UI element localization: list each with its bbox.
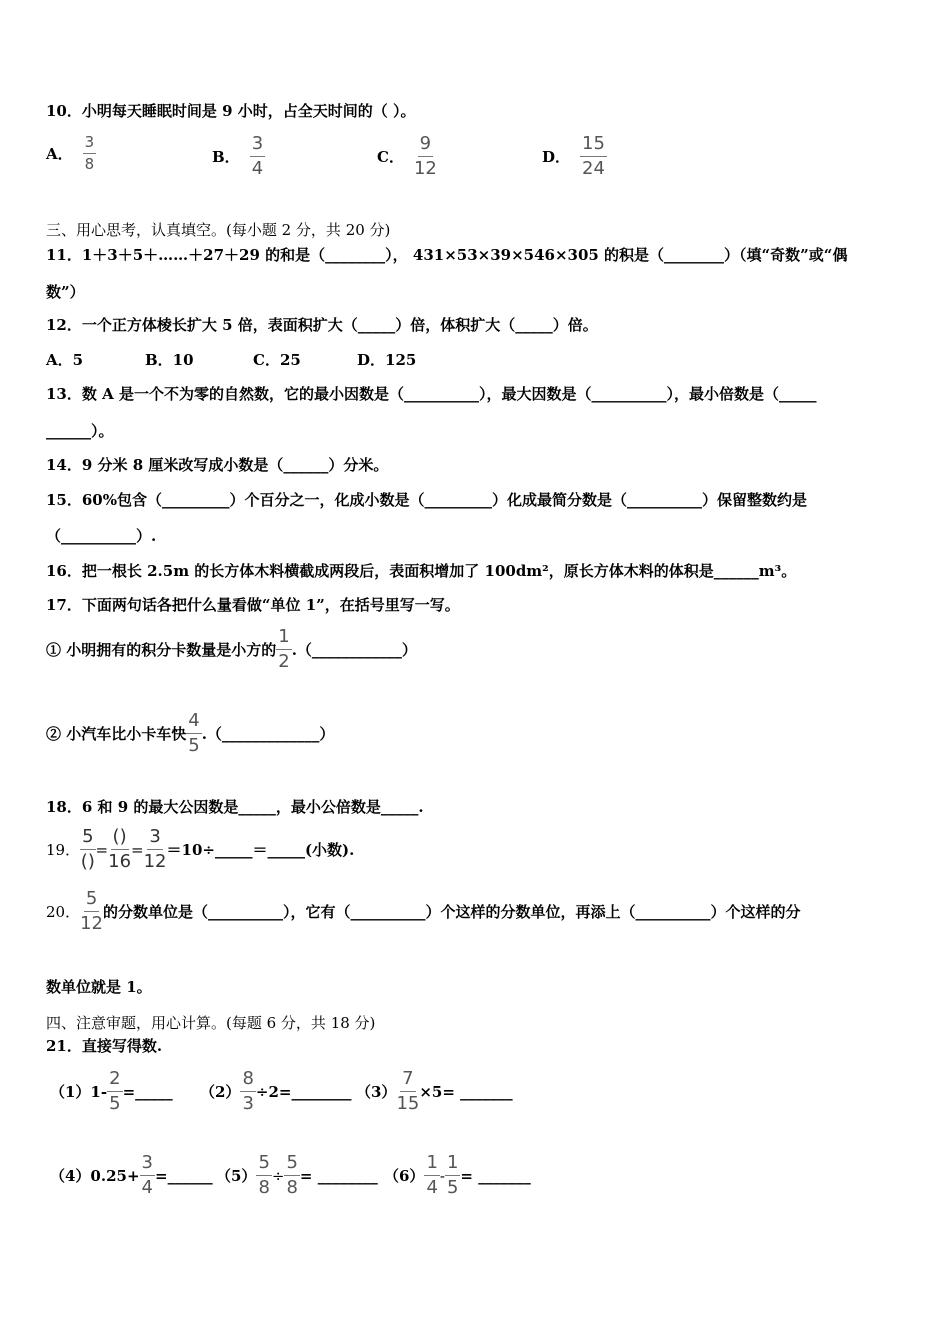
part-blank: = _______ <box>460 1166 531 1185</box>
fraction: $\frac{2}{5}$ <box>109 1068 121 1114</box>
fraction: $\frac{5}{8}$ <box>258 1152 270 1198</box>
q21-stem: 21．直接写得数. <box>46 1037 163 1055</box>
q19-tail: ＝10÷_____＝_____(小数). <box>166 841 355 859</box>
section-3-heading: 三、用心思考，认真填空。(每小题 2 分，共 20 分) <box>46 221 391 239</box>
fraction: $\frac{()}{16}$ <box>108 826 132 872</box>
sentence-blank: .（____________） <box>291 641 417 659</box>
part-label: （3） <box>356 1083 397 1101</box>
q20-line1 <box>46 890 801 933</box>
fraction: $\frac{5}{8}$ <box>286 1152 298 1198</box>
q12-option-d: D．125 <box>357 351 417 369</box>
part-label: （6） <box>384 1167 425 1185</box>
fraction: $\frac{3}{8}$ <box>84 133 95 173</box>
fraction: $\frac{9}{12}$ <box>413 133 437 179</box>
part-blank: =_____ <box>122 1082 173 1101</box>
q17-sentence-2 <box>46 712 334 755</box>
q14: 14．9 分米 8 厘米改写成小数是（______）分米。 <box>46 456 389 474</box>
question-number: 19． <box>46 841 81 859</box>
q12-option-b: B．10 <box>145 351 194 369</box>
q17-sentence-1 <box>46 628 417 671</box>
sentence-text: ② 小汽车比小卡车快 <box>46 725 187 743</box>
part-label: （4）0.25+ <box>50 1167 140 1185</box>
q17-stem: 17．下面两句话各把什么量看做“单位 1”，在括号里写一写。 <box>46 596 460 614</box>
part-blank: =______ <box>155 1166 213 1185</box>
q11-line1: 11．1＋3＋5＋……＋27＋29 的和是（________）， 431×53×39×546×305 的积是（________）（填“奇数”或“偶 <box>46 246 848 264</box>
equals-sign: = <box>95 840 109 859</box>
part-blank: ×5= _______ <box>419 1082 513 1101</box>
q16: 16．把一根长 2.5m 的长方体木料横截成两段后，表面积增加了 100dm²，原长方体木料的体积是______m³。 <box>46 562 797 580</box>
part-label: （5） <box>216 1167 257 1185</box>
fraction: $\frac{8}{3}$ <box>242 1068 254 1114</box>
fraction: $\frac{3}{12}$ <box>143 826 167 872</box>
fraction: $\frac{5}{12}$ <box>80 888 103 934</box>
fraction: $\frac{1}{5}$ <box>446 1152 459 1198</box>
q21-part-3 <box>356 1070 513 1113</box>
fraction: $\frac{5}{()}$ <box>80 826 95 872</box>
fraction: $\frac{4}{5}$ <box>188 710 200 756</box>
operator: - <box>439 1166 445 1185</box>
q10-stem: 10．小明每天睡眠时间是 9 小时，占全天时间的（ ）。 <box>46 102 416 120</box>
option-label: A． <box>46 145 73 163</box>
part-label: （2） <box>200 1083 241 1101</box>
q12-stem: 12．一个正方体棱长扩大 5 倍，表面积扩大（_____）倍，体积扩大（_____）倍。 <box>46 316 598 334</box>
operator: ÷ <box>271 1166 285 1185</box>
fraction: $\frac{3}{4}$ <box>251 133 264 179</box>
fraction: $\frac{1}{4}$ <box>426 1152 438 1198</box>
option-label: B． <box>212 148 240 166</box>
q10-option-d <box>542 135 607 178</box>
fraction: $\frac{1}{2}$ <box>278 626 290 672</box>
sentence-text: ① 小明拥有的积分卡数量是小方的 <box>46 641 277 659</box>
q15-line1: 15．60%包含（_________）个百分之一，化成小数是（_________）化成最简分数是（__________）保留整数约是 <box>46 491 808 509</box>
q10-option-b <box>212 135 265 178</box>
part-label: （1）1- <box>50 1083 108 1101</box>
q21-part-2 <box>200 1070 351 1113</box>
option-label: D． <box>542 148 571 166</box>
question-number: 20． <box>46 903 81 921</box>
q20-text: 的分数单位是（__________），它有（__________）个这样的分数单位，再添上（__________）个这样的分 <box>103 903 801 921</box>
q10-option-c <box>377 135 437 178</box>
q12-option-a: A．5 <box>46 351 84 369</box>
fraction: $\frac{15}{24}$ <box>582 133 605 179</box>
q21-part-4 <box>50 1154 213 1197</box>
q13-line2: ______）。 <box>46 422 114 440</box>
part-blank: ÷2=________ <box>255 1082 352 1101</box>
part-blank: = ________ <box>299 1166 378 1185</box>
q19 <box>46 828 354 871</box>
q21-part-1 <box>50 1070 173 1113</box>
fraction: $\frac{3}{4}$ <box>141 1152 153 1198</box>
q15-line2: （__________）. <box>46 527 157 545</box>
q12-option-c: C．25 <box>253 351 301 369</box>
option-label: C． <box>377 148 404 166</box>
q11-line2: 数”） <box>46 283 85 301</box>
q18: 18．6 和 9 的最大公因数是_____，最小公倍数是_____. <box>46 798 424 816</box>
q13-line1: 13．数 A 是一个不为零的自然数，它的最小因数是（__________），最大因数是（__________），最小倍数是（_____ <box>46 385 817 403</box>
fraction: $\frac{7}{15}$ <box>396 1068 420 1114</box>
q20-line2: 数单位就是 1。 <box>46 978 152 996</box>
sentence-blank: .（_____________） <box>201 725 335 743</box>
q10-option-a <box>46 135 96 172</box>
section-4-heading: 四、注意审题，用心计算。(每题 6 分，共 18 分) <box>46 1014 376 1032</box>
equals-sign: = <box>131 840 144 859</box>
q21-part-6 <box>384 1154 531 1197</box>
q21-part-5 <box>216 1154 378 1197</box>
